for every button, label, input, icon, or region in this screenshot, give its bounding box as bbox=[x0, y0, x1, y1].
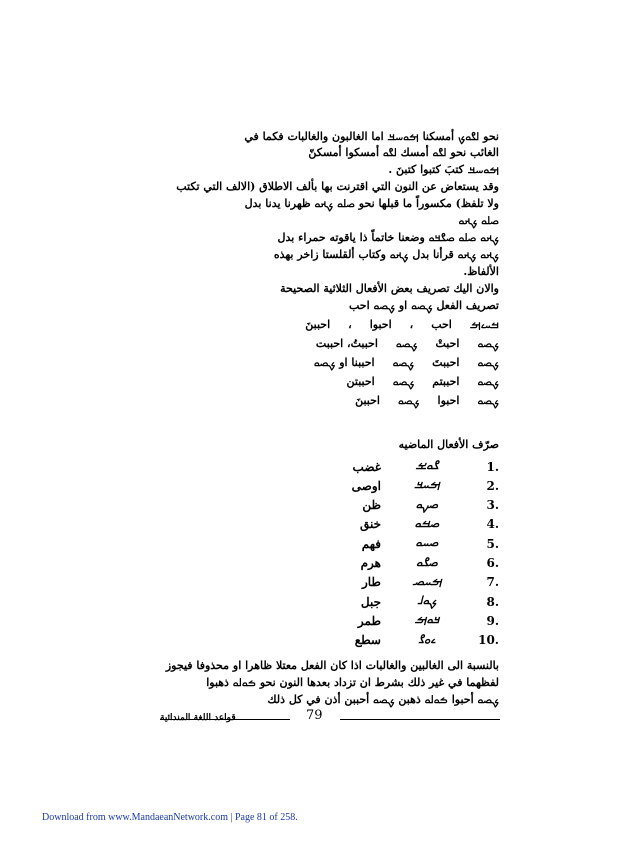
conjugation-row bbox=[316, 337, 499, 352]
verb-arabic: جبل bbox=[360, 594, 381, 609]
conjugation-cell: احببنا او ࡊࡎࡀ bbox=[313, 356, 375, 369]
verb-number: 8. bbox=[486, 594, 499, 609]
conjugation-cell: احببنَ bbox=[305, 318, 331, 331]
verb-list-item bbox=[362, 535, 499, 552]
verb-number: 1. bbox=[486, 459, 499, 474]
verb-arabic: ظن bbox=[362, 498, 381, 513]
conjugation-row bbox=[355, 394, 499, 409]
verb-arabic: هرم bbox=[360, 556, 381, 570]
footer-rule-right bbox=[340, 719, 500, 720]
conjugation-cell: احبوا bbox=[437, 394, 460, 407]
conjugation-cell: احببتَ bbox=[432, 356, 460, 369]
verb-mandaic: ࡂࡀࡁ bbox=[415, 458, 439, 472]
verb-mandaic: ࡊࡀࡋ bbox=[417, 593, 437, 608]
verb-list-item bbox=[361, 555, 499, 572]
paragraph-line: نحو ࡋࡂࡀࡊ أمسكنا ࡌࡀࡄࡃ اما الغالبون والغالبات فكما في bbox=[244, 130, 499, 143]
verb-mandaic: ࡉࡀࡂ bbox=[418, 631, 436, 646]
conjugation-cell: احببتُ، احببت bbox=[315, 337, 378, 350]
conjugation-cell: ، bbox=[348, 318, 352, 331]
verb-arabic: خنق bbox=[359, 517, 381, 532]
conjugation-cell: ࡊࡎࡀ bbox=[477, 394, 499, 407]
verb-number: 9. bbox=[486, 613, 499, 628]
conjugation-cell: ࡊࡎࡀ bbox=[397, 394, 420, 407]
verb-arabic: غضب bbox=[352, 459, 381, 474]
verb-arabic: طار bbox=[361, 575, 381, 590]
conjugation-cell: ࡊࡎࡀ bbox=[477, 356, 499, 369]
verb-list-item bbox=[353, 458, 499, 475]
page-number: 79 bbox=[306, 708, 323, 723]
conjugation-cell: احبتْ bbox=[435, 337, 460, 350]
verb-arabic: فهم bbox=[361, 536, 381, 551]
conjugation-cell: ࡊࡎࡀ bbox=[395, 337, 418, 350]
verb-number: 6. bbox=[486, 556, 499, 570]
verb-list-item bbox=[360, 516, 499, 533]
verb-list-item bbox=[362, 574, 499, 591]
conjugation-cell: ࡓࡄࡉࡌ bbox=[469, 318, 499, 331]
verb-number: 3. bbox=[486, 498, 499, 513]
conjugation-cell: ࡊࡎࡀ bbox=[477, 375, 499, 388]
verb-list-item bbox=[362, 497, 499, 514]
conjugation-cell: ، bbox=[409, 318, 414, 331]
verb-mandaic: ࡎࡄࡀ bbox=[415, 535, 439, 550]
paragraph-line: ولا تلفظ) مكسوراً ما قبلها نحو ࡎࡋࡀ ࡊࡕࡀ ظهرنا يدنا بدل bbox=[244, 197, 499, 210]
verb-number: 10. bbox=[478, 633, 499, 648]
verb-number: 5. bbox=[486, 536, 499, 551]
verb-list-item bbox=[361, 593, 499, 610]
closing-line: ࡊࡎࡀ أحبوا ࡏࡀࡋࡀ ذهبن ࡊࡎࡀ أحببن أذن في كل ذلك bbox=[267, 693, 499, 706]
verb-list-item bbox=[355, 632, 499, 649]
verb-arabic: اوصى bbox=[351, 478, 381, 493]
verb-number: 4. bbox=[486, 517, 499, 532]
closing-line: لفظهما في غير ذلك بشرط ان تزداد بعدها النون نحو ࡏࡀࡋࡀ ذهبوا bbox=[206, 676, 499, 689]
conjugation-cell: احببتم bbox=[432, 375, 460, 388]
conjugation-row bbox=[347, 375, 499, 390]
conjugation-row bbox=[314, 356, 499, 371]
verb-mandaic: ࡌࡄࡃ bbox=[414, 477, 440, 492]
book-title: قواعد اللغة المندائية bbox=[160, 713, 236, 723]
paragraph-line: ࡊࡕࡀ ࡊࡕࡀ قرأنا بدل ࡊࡕࡀ وكتاب ألقلستا زاخر بهذه bbox=[273, 248, 499, 261]
conjugation-row bbox=[305, 318, 499, 333]
conjugation-cell: ࡊࡎࡀ bbox=[392, 356, 415, 369]
download-note: Download from www.MandaeanNetwork.com | Page 81 of 258. bbox=[42, 812, 298, 823]
paragraph-line: ࡌࡀࡄࡃ كتبَ كتبوا كتبنَ . bbox=[388, 163, 499, 176]
paragraph-line: الألفاظ. bbox=[463, 265, 499, 278]
paragraph-line: الغائب نحو ࡋࡂࡀ أمسك ࡋࡂࡀ أمسكوا أمسكنّ bbox=[308, 146, 499, 159]
verb-list-item bbox=[358, 612, 499, 629]
conjugation-cell: احببنَ bbox=[355, 394, 380, 407]
verb-number: 7. bbox=[486, 575, 499, 590]
verb-number: 2. bbox=[486, 478, 499, 493]
paragraph-line: تصريف الفعل ࡊࡎࡀ او ࡊࡎࡀ احب bbox=[349, 299, 499, 312]
paragraph-line: ࡎࡋࡀ ࡊࡕࡀ bbox=[458, 214, 499, 227]
list-heading: صرّف الأفعال الماضيه bbox=[398, 438, 499, 451]
conjugation-cell: ࡊࡎࡀ bbox=[392, 375, 415, 388]
paragraph-line: ࡊࡕࡀ ࡎࡋࡀ ࡎࡂࡃࡀ وضعنا خاتماً ذا ياقوته حمراء بدل bbox=[277, 231, 499, 244]
conjugation-cell: احببتن bbox=[346, 375, 375, 388]
verb-arabic: سطع bbox=[354, 633, 381, 648]
paragraph-line: وقد يستعاض عن النون التي اقترنت بها بألف الاطلاق (الالف التي تكتب bbox=[176, 180, 499, 193]
verb-mandaic: ࡃࡀࡌ bbox=[414, 612, 440, 627]
conjugation-cell: ࡊࡎࡀ bbox=[477, 337, 499, 350]
closing-line: بالنسبة الى الغالبين والغالبات اذا كان الفعل معتلا ظاهرا او محذوفا فيجوز bbox=[165, 659, 499, 672]
verb-list-item bbox=[352, 477, 499, 494]
conjugation-cell: احب bbox=[431, 318, 452, 331]
verb-mandaic: ࡌࡄࡎ bbox=[412, 573, 442, 588]
conjugation-cell: احبوا bbox=[369, 318, 392, 331]
paragraph-line: والان اليك تصريف بعض الأفعال الثلاثية الصحيحة bbox=[280, 282, 499, 295]
verb-mandaic: ࡎࡓࡀ bbox=[414, 515, 440, 530]
verb-arabic: طمر bbox=[357, 613, 381, 628]
verb-mandaic: ࡎࡂࡀ bbox=[416, 554, 438, 569]
verb-mandaic: ࡎࡍࡀ bbox=[415, 496, 439, 511]
